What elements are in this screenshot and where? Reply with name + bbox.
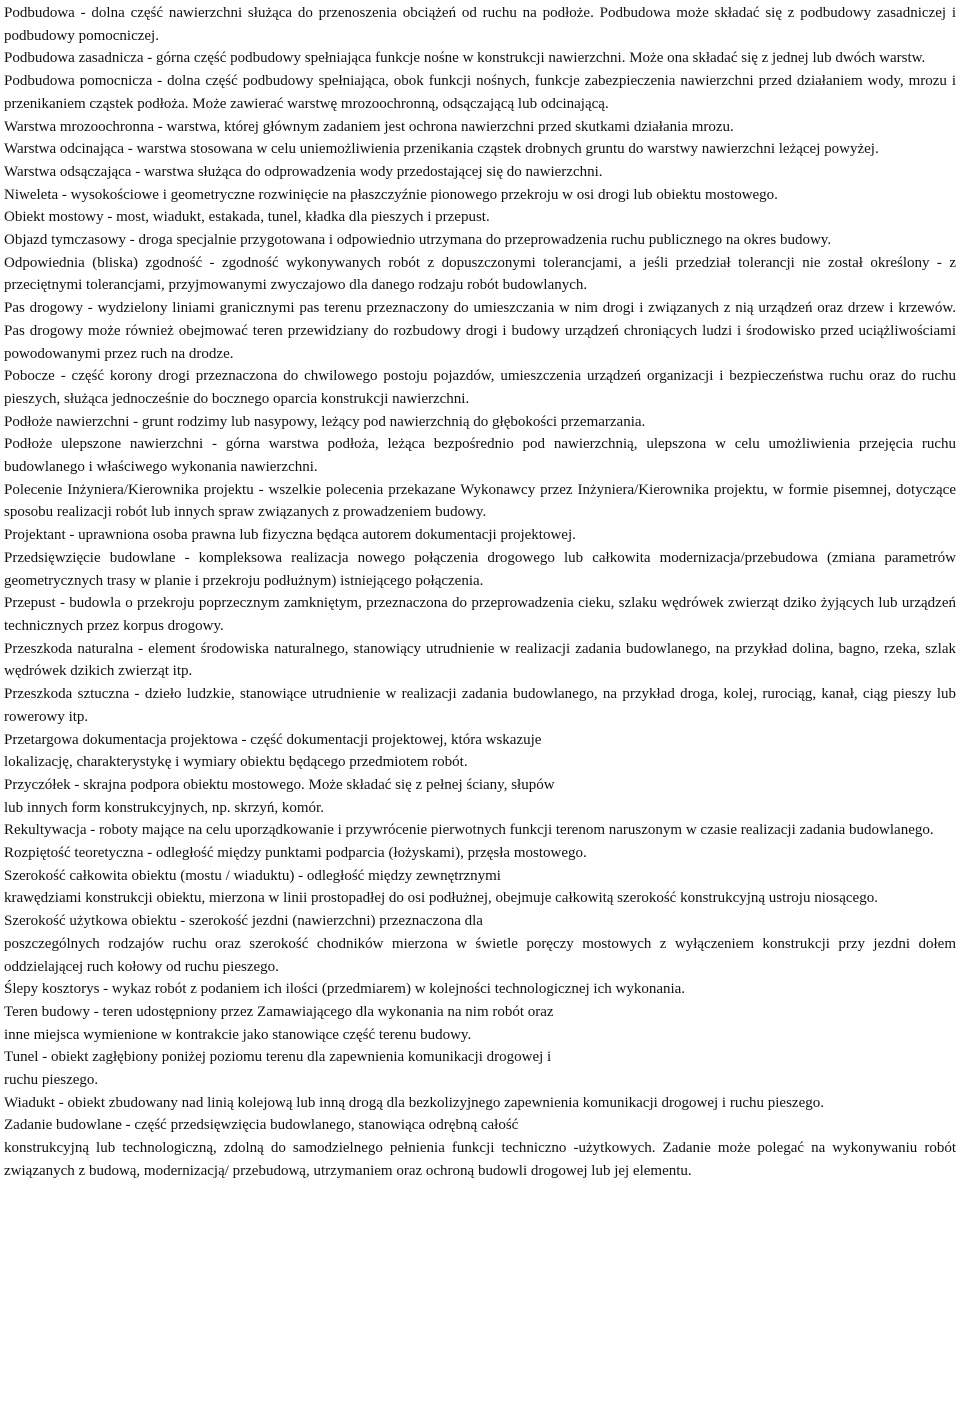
paragraph-text: Przyczółek - skrajna podpora obiektu mostowego. Może składać się z pełnej ściany, słupów (4, 776, 555, 793)
definition-paragraph (4, 433, 956, 478)
paragraph-text: Przetargowa dokumentacja projektowa - część dokumentacji projektowej, która wskazuje (4, 731, 542, 748)
paragraph-text: Odpowiednia (bliska) zgodność - zgodność wykonywanych robót z dopuszczonymi tolerancjami, a jeśli przedział tolerancji nie został określony - z przeciętnymi tolerancjami, przyjmowanymi zwyczajowo dla danego rodzaju robót budowlanych. (4, 254, 956, 294)
paragraph-text: poszczególnych rodzajów ruchu oraz szerokość chodników mierzona w świetle poręczy mostowych z wyłączeniem konstrukcji przy jezdni dołem oddzielającej ruch kołowy od ruchu pieszego. (4, 935, 956, 975)
definition-paragraph (4, 161, 956, 184)
paragraph-text: Warstwa odcinająca - warstwa stosowana w celu uniemożliwienia przenikania cząstek drobnych gruntu do warstwy nawierzchni leżącej powyżej. (4, 141, 879, 158)
definition-paragraph (4, 229, 956, 252)
definition-paragraph (4, 592, 956, 637)
paragraph-text: ruchu pieszego. (4, 1072, 99, 1089)
definition-paragraph (4, 842, 956, 865)
paragraph-text: Szerokość użytkowa obiektu - szerokość jezdni (nawierzchni) przeznaczona dla (4, 913, 483, 930)
definition-paragraph (4, 2, 956, 47)
paragraph-text: Podbudowa - dolna część nawierzchni służąca do przenoszenia obciążeń od ruchu na podłoże. Podbudowa może składać się z podbudowy zasadniczej i podbudowy pomocniczej. (4, 5, 956, 44)
paragraph-text: Pobocze - część korony drogi przeznaczona do chwilowego postoju pojazdów, umieszczenia urządzeń organizacji i bezpieczeństwa ruchu oraz do ruchu pieszych, służąca jednocześnie do bocznego oparcia konstrukcji nawierzchni. (4, 368, 956, 407)
definition-paragraph (4, 365, 956, 410)
definition-paragraph (4, 978, 956, 1001)
paragraph-text: Objazd tymczasowy - droga specjalnie przygotowana i odpowiednio utrzymana do przeprowadzenia ruchu publicznego na okres budowy. (4, 232, 832, 249)
paragraph-text: Projektant - uprawniona osoba prawna lub fizyczna będąca autorem dokumentacji projektowej. (4, 527, 576, 544)
paragraph-text: Pas drogowy - wydzielony liniami granicznymi pas terenu przeznaczony do umieszczania w nim drogi i związanych z nią urządzeń oraz drzew i krzewów. Pas drogowy może również obejmować teren przewidziany do rozbudowy drogi i budowy urządzeń chroniących ludzi i środowisko przed uciążliwościami powodowanymi przez ruch na drodze. (4, 300, 956, 362)
definition-paragraph (4, 116, 956, 139)
paragraph-text: Niweleta - wysokościowe i geometryczne rozwinięcie na płaszczyźnie pionowego przekroju w osi drogi lub obiektu mostowego. (4, 186, 778, 203)
paragraph-text: Przedsięwzięcie budowlane - kompleksowa realizacja nowego połączenia drogowego lub całkowita modernizacja/przebudowa (zmiana parametrów geometrycznych trasy w planie i przekroju podłużnym) istniejącego połączenia. (4, 549, 956, 589)
paragraph-text: Szerokość całkowita obiektu (mostu / wiaduktu) - odległość między zewnętrznymi (4, 867, 501, 884)
definition-paragraph (4, 819, 956, 842)
definition-paragraph (4, 411, 956, 434)
definition-paragraph (4, 479, 956, 524)
paragraph-text: Warstwa odsączająca - warstwa służąca do odprowadzenia wody przedostającej się do nawierzchni. (4, 163, 603, 180)
paragraph-text: Rozpiętość teoretyczna - odległość między punktami podparcia (łożyskami), przęsła mostowego. (4, 845, 587, 862)
definition-paragraph (4, 865, 956, 910)
definition-paragraph (4, 1046, 956, 1091)
paragraph-text: Podbudowa pomocnicza - dolna część podbudowy spełniająca, obok funkcji nośnych, funkcje zabezpieczenia nawierzchni przed działaniem wody, mrozu i przenikaniem cząstek podłoża. Może zawierać warstwę mrozoochronną, odsączającą lub odcinającą. (4, 73, 956, 112)
definition-paragraph (4, 683, 956, 728)
paragraph-text: krawędziami konstrukcji obiektu, mierzona w linii prostopadłej do osi podłużnej, obejmuje całkowitą szerokość konstrukcyjną ustroju niosącego. (4, 890, 878, 907)
definition-paragraph (4, 547, 956, 592)
paragraph-text: Ślepy kosztorys - wykaz robót z podaniem ich ilości (przedmiarem) w kolejności technologicznej ich wykonania. (4, 981, 686, 998)
paragraph-text: Wiadukt - obiekt zbudowany nad linią kolejową lub inną drogą dla bezkolizyjnego zapewnienia komunikacji drogowej i ruchu pieszego. (4, 1094, 824, 1111)
definition-paragraph (4, 729, 956, 774)
definition-paragraph (4, 70, 956, 115)
definition-paragraph (4, 638, 956, 683)
definition-paragraph (4, 1092, 956, 1115)
paragraph-text: Obiekt mostowy - most, wiadukt, estakada, tunel, kładka dla pieszych i przepust. (4, 209, 490, 226)
paragraph-text: Warstwa mrozoochronna - warstwa, której głównym zadaniem jest ochrona nawierzchni przed skutkami działania mrozu. (4, 118, 734, 135)
definition-paragraph (4, 524, 956, 547)
definition-paragraph (4, 1114, 956, 1182)
paragraph-text: Teren budowy - teren udostępniony przez Zamawiającego dla wykonania na nim robót oraz (4, 1003, 554, 1020)
paragraph-text: Zadanie budowlane - część przedsięwzięcia budowlanego, stanowiąca odrębną całość (4, 1117, 519, 1134)
definition-paragraph (4, 138, 956, 161)
paragraph-text: konstrukcyjną lub technologiczną, zdolną do samodzielnego pełnienia funkcji techniczno -użytkowych. Zadanie może polegać na wykonywaniu robót związanych z budową, modernizacją/ przebudową, utrzymaniem oraz ochroną budowli drogowej lub jej elementu. (4, 1140, 956, 1179)
paragraph-text: lokalizację, charakterystykę i wymiary obiektu będącego przedmiotem robót. (4, 754, 468, 771)
paragraph-text: lub innych form konstrukcyjnych, np. skrzyń, komór. (4, 799, 324, 816)
definition-paragraph (4, 774, 956, 819)
definition-paragraph (4, 252, 956, 297)
definition-paragraph (4, 47, 956, 70)
definition-paragraph (4, 910, 956, 978)
paragraph-text: Podłoże ulepszone nawierzchni - górna warstwa podłoża, leżąca bezpośrednio pod nawierzchnią, ulepszona w celu umożliwienia przejęcia ruchu budowlanego i właściwego wykonania nawierzchni. (4, 436, 956, 476)
paragraph-text: Rekultywacja - roboty mające na celu uporządkowanie i przywrócenie pierwotnych funkcji terenom naruszonym w czasie realizacji zadania budowlanego. (4, 822, 934, 839)
paragraph-text: Przeszkoda sztuczna - dzieło ludzkie, stanowiące utrudnienie w realizacji zadania budowlanego, na przykład droga, kolej, rurociąg, kanał, ciąg pieszy lub rowerowy itp. (4, 686, 956, 725)
paragraph-text: Tunel - obiekt zagłębiony poniżej poziomu terenu dla zapewnienia komunikacji drogowej i (4, 1049, 552, 1066)
definition-paragraph (4, 206, 956, 229)
paragraph-text: Przeszkoda naturalna - element środowiska naturalnego, stanowiący utrudnienie w realizacji zadania budowlanego, na przykład dolina, bagno, rzeka, szlak wędrówek dzikich zwierząt itp. (4, 640, 956, 680)
definition-paragraph (4, 1001, 956, 1046)
paragraph-text: Podłoże nawierzchni - grunt rodzimy lub nasypowy, leżący pod nawierzchnią do głębokości przemarzania. (4, 413, 646, 430)
paragraph-text: Przepust - budowla o przekroju poprzecznym zamkniętym, przeznaczona do przeprowadzenia cieku, szlaku wędrówek zwierząt dziko żyjących lub urządzeń technicznych przez korpus drogowy. (4, 595, 956, 634)
paragraph-text: inne miejsca wymienione w kontrakcie jako stanowiące część terenu budowy. (4, 1026, 472, 1043)
paragraph-text: Podbudowa zasadnicza - górna część podbudowy spełniająca funkcje nośne w konstrukcji nawierzchni. Może ona składać się z jednej lub dwóch warstw. (4, 50, 926, 67)
paragraph-text: Polecenie Inżyniera/Kierownika projektu - wszelkie polecenia przekazane Wykonawcy przez Inżyniera/Kierownika projektu, w formie pisemnej, dotyczące sposobu realizacji robót lub innych spraw związanych z prowadzeniem budowy. (4, 481, 956, 521)
definition-paragraph (4, 184, 956, 207)
definition-paragraph (4, 297, 956, 365)
